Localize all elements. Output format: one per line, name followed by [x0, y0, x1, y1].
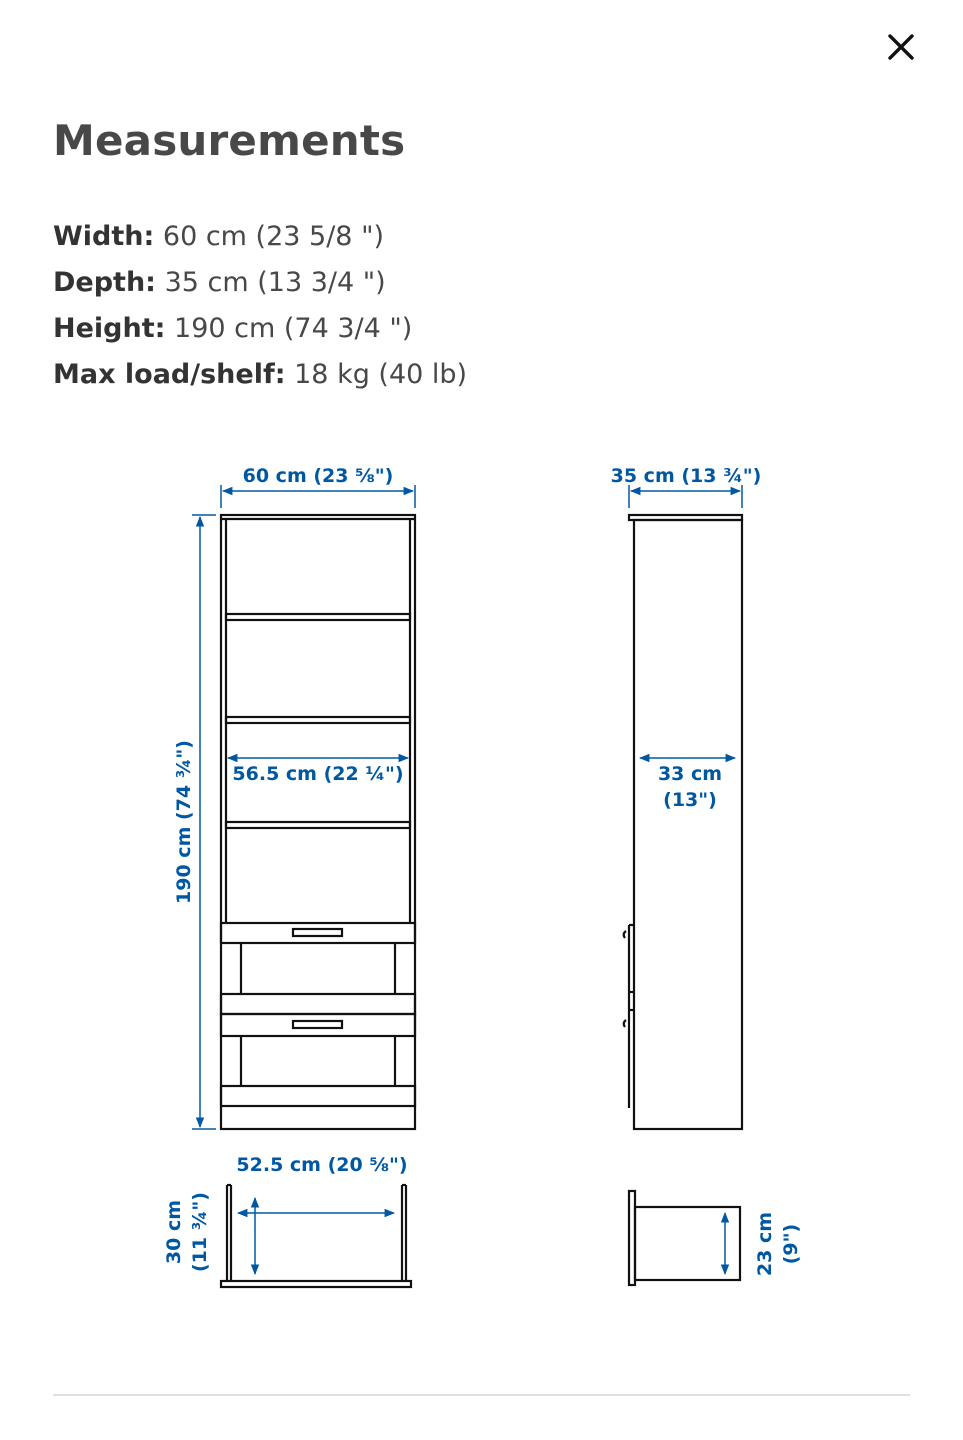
side-view-drawing — [624, 515, 742, 1129]
drawer-depth-label-2: (11 ¾") — [189, 1192, 211, 1272]
front-width-label: 60 cm (23 ⅝") — [242, 465, 394, 487]
side-dimension-lines — [629, 485, 742, 758]
close-icon — [872, 22, 928, 72]
divider — [53, 1394, 910, 1396]
drawer-height-label-2: (9") — [780, 1223, 802, 1265]
side-depth-label: 35 cm (13 ¾") — [610, 465, 762, 487]
drawer-side-drawing — [629, 1191, 740, 1285]
spec-width — [53, 214, 467, 260]
spec-label: Max load/shelf: — [53, 359, 286, 390]
front-inner-width-label: 56.5 cm (22 ¼") — [232, 763, 404, 785]
spec-label: Height: — [53, 313, 166, 344]
front-view-drawing — [221, 515, 415, 1129]
spec-height — [53, 306, 467, 352]
spec-value: 60 cm (23 5/8 ") — [162, 221, 385, 252]
spec-max-load — [53, 352, 467, 398]
spec-label: Depth: — [53, 267, 156, 298]
page-title: Measurements — [53, 116, 406, 165]
drawer-width-label: 52.5 cm (20 ⅝") — [236, 1154, 408, 1176]
drawer-depth-label: 30 cm — [163, 1199, 185, 1265]
spec-value: 18 kg (40 lb) — [294, 359, 468, 390]
close-button[interactable] — [872, 22, 928, 72]
measurement-diagram — [0, 440, 963, 1320]
front-height-label: 190 cm (74 ¾") — [173, 740, 195, 904]
side-inner-depth-label: 33 cm — [657, 763, 723, 785]
drawer-height-label: 23 cm — [754, 1211, 776, 1277]
spec-value: 35 cm (13 3/4 ") — [164, 267, 386, 298]
spec-label: Width: — [53, 221, 155, 252]
side-inner-depth-label-2: (13") — [663, 789, 717, 811]
drawer-front-dimension-lines — [238, 1198, 394, 1274]
spec-list — [53, 214, 467, 398]
drawer-front-drawing — [221, 1185, 411, 1287]
spec-value: 190 cm (74 3/4 ") — [174, 313, 413, 344]
spec-depth — [53, 260, 467, 306]
